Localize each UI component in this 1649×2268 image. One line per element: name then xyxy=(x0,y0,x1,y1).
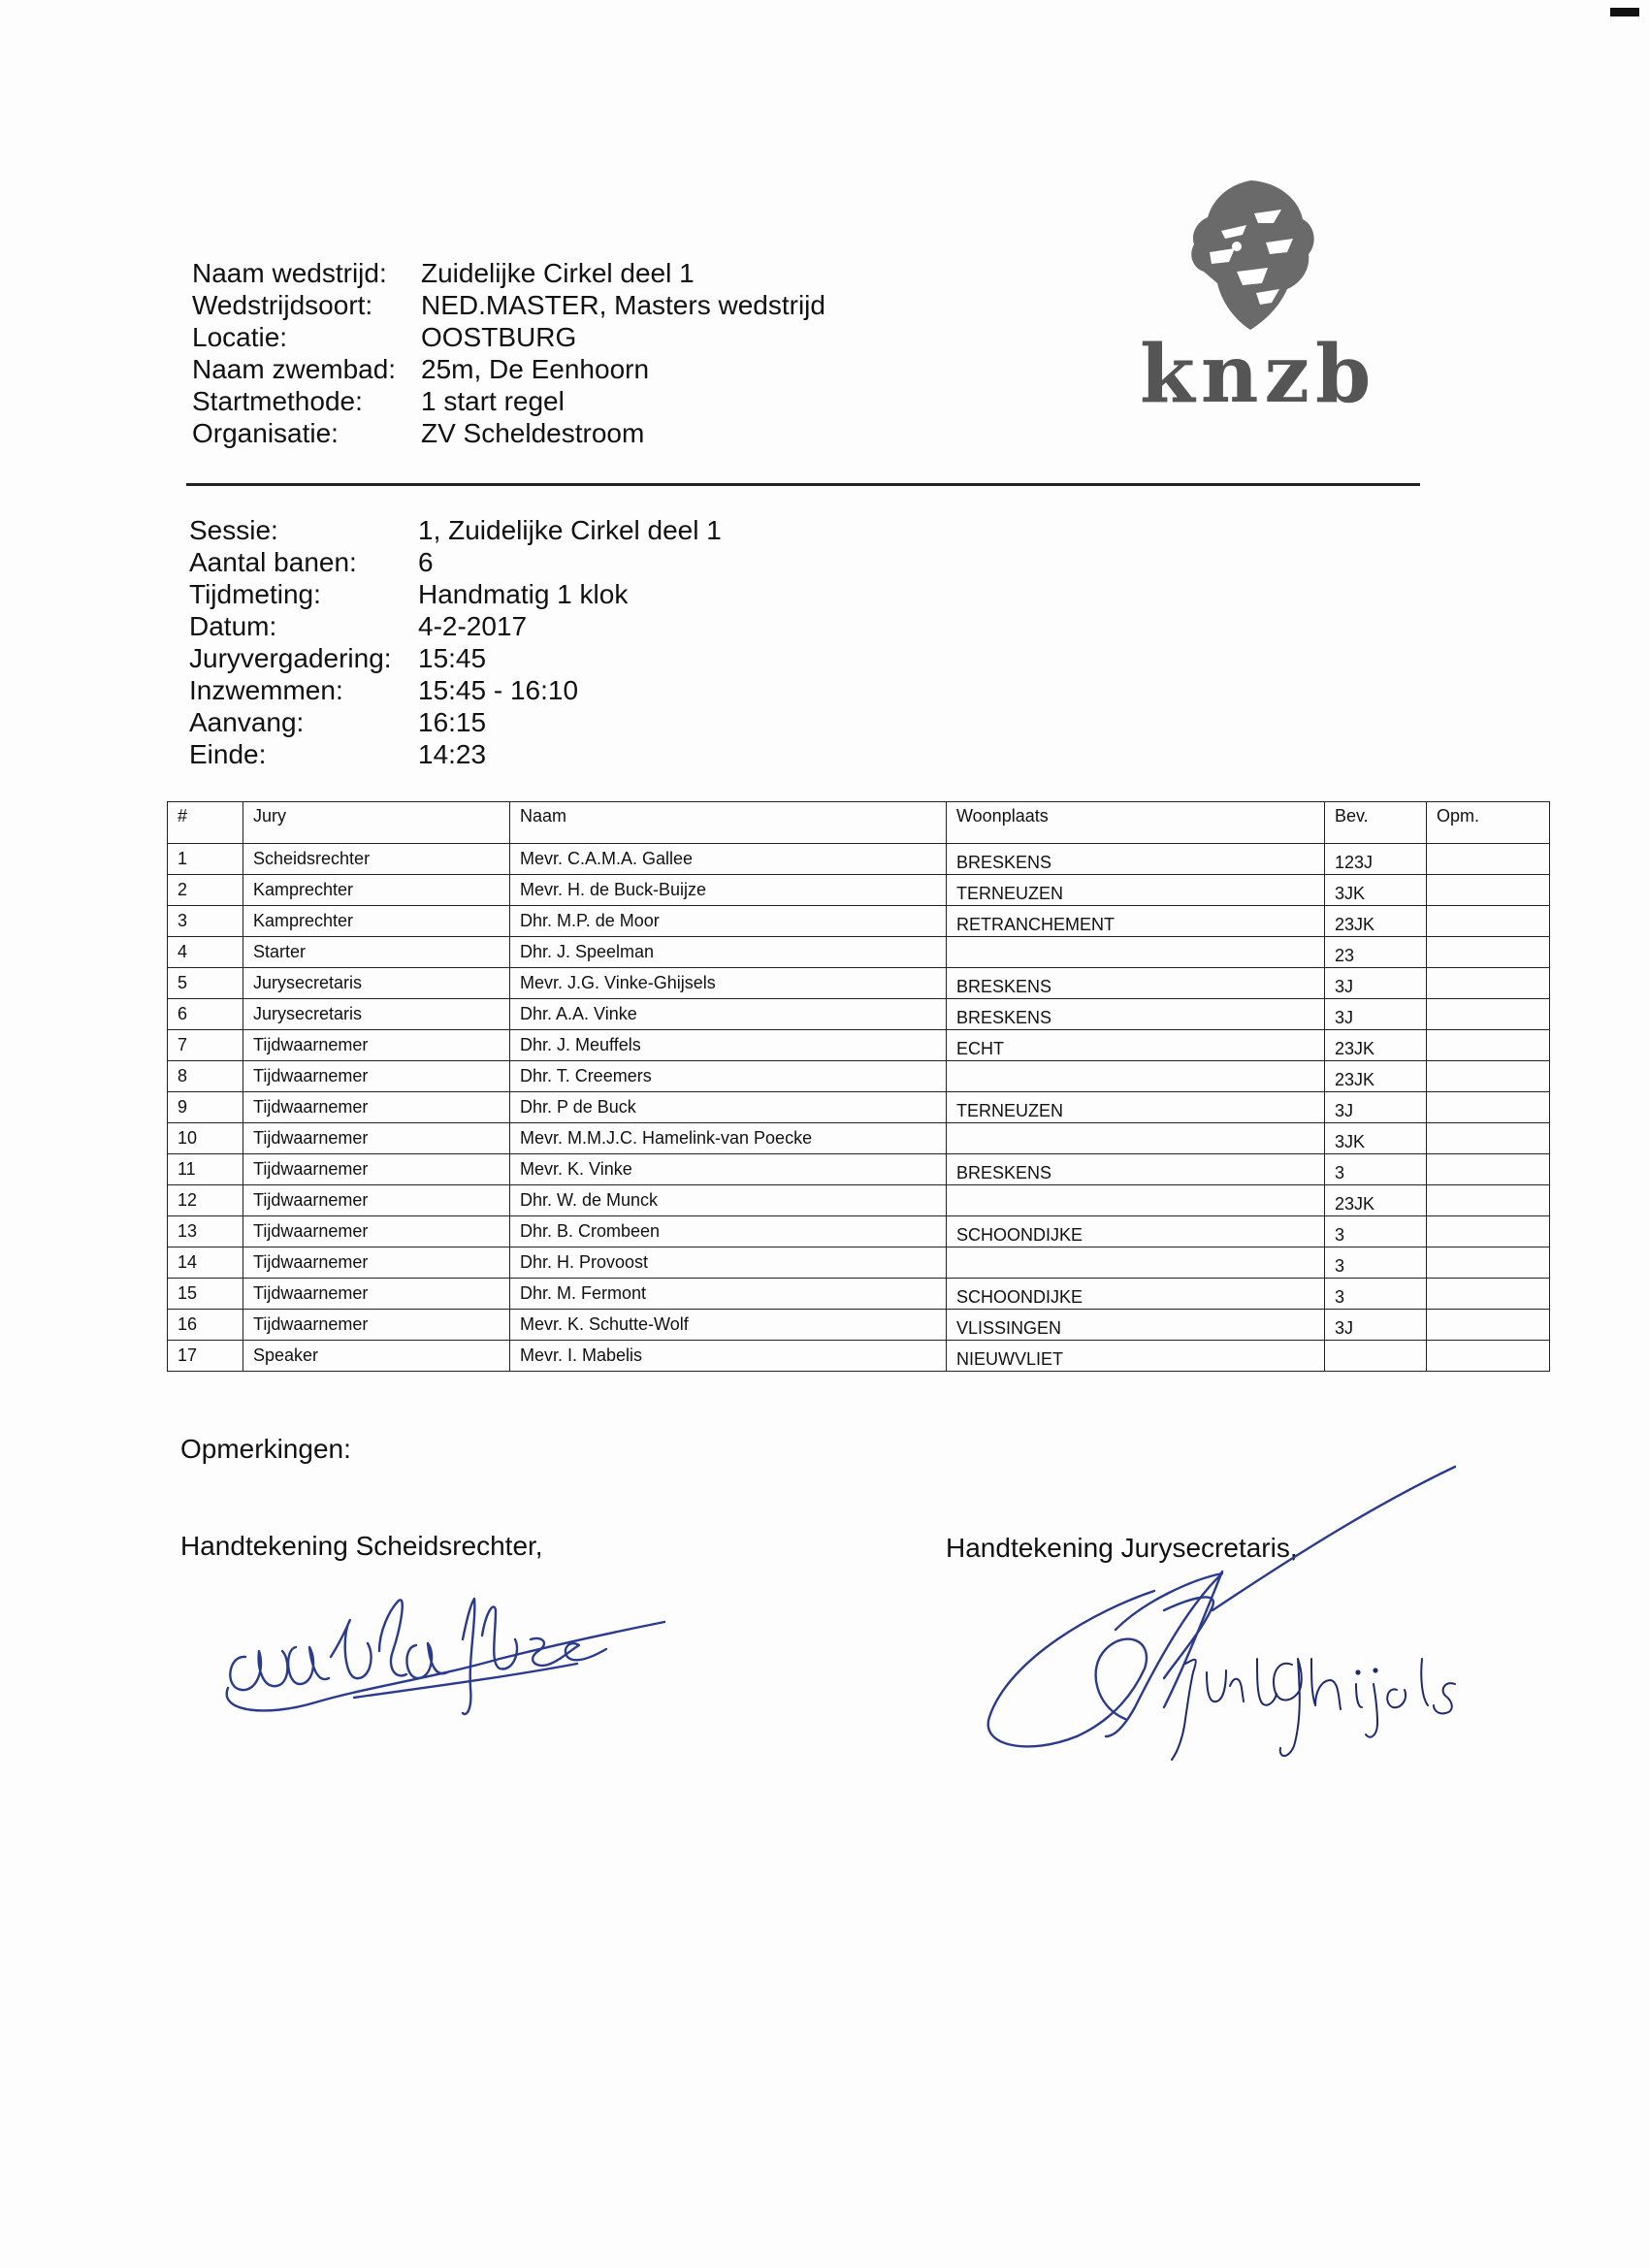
session-label: Sessie: xyxy=(189,515,278,545)
table-row xyxy=(168,1154,1550,1185)
event-label: Locatie: xyxy=(192,322,288,352)
cell-woonplaats: RETRANCHEMENT xyxy=(947,906,1325,937)
cell-woonplaats xyxy=(947,937,1325,968)
table-row xyxy=(168,1279,1550,1310)
col-header-naam: Naam xyxy=(510,802,947,844)
event-label: Naam zwembad: xyxy=(192,354,397,384)
session-label: Einde: xyxy=(189,739,267,769)
cell-opm xyxy=(1427,1030,1550,1061)
cell-bev: 3 xyxy=(1325,1279,1427,1310)
cell-num: 15 xyxy=(168,1279,243,1310)
cell-naam: Mevr. C.A.M.A. Gallee xyxy=(510,844,947,875)
cell-woonplaats: ECHT xyxy=(947,1030,1325,1061)
cell-woonplaats xyxy=(947,1123,1325,1154)
session-value: 4-2-2017 xyxy=(418,611,528,641)
event-label: Startmethode: xyxy=(192,386,363,416)
cell-opm xyxy=(1427,1247,1550,1279)
cell-bev: 23JK xyxy=(1325,1185,1427,1216)
cell-woonplaats: BRESKENS xyxy=(947,1154,1325,1185)
cell-naam: Mevr. I. Mabelis xyxy=(510,1341,947,1372)
cell-woonplaats: SCHOONDIJKE xyxy=(947,1216,1325,1247)
cell-jury: Starter xyxy=(243,937,510,968)
cell-woonplaats: BRESKENS xyxy=(947,968,1325,999)
cell-woonplaats xyxy=(947,1247,1325,1279)
cell-jury: Kamprechter xyxy=(243,906,510,937)
cell-bev: 3J xyxy=(1325,968,1427,999)
cell-num: 8 xyxy=(168,1061,243,1092)
cell-jury: Tijdwaarnemer xyxy=(243,1216,510,1247)
cell-bev: 3J xyxy=(1325,999,1427,1030)
event-value: NED.MASTER, Masters wedstrijd xyxy=(421,290,825,320)
cell-opm xyxy=(1427,1154,1550,1185)
cell-opm xyxy=(1427,1279,1550,1310)
cell-num: 6 xyxy=(168,999,243,1030)
scan-mark xyxy=(1610,8,1639,16)
cell-naam: Dhr. B. Crombeen xyxy=(510,1216,947,1247)
cell-jury: Jurysecretaris xyxy=(243,999,510,1030)
cell-num: 17 xyxy=(168,1341,243,1372)
cell-bev: 3 xyxy=(1325,1216,1427,1247)
cell-bev: 3JK xyxy=(1325,875,1427,906)
cell-jury: Tijdwaarnemer xyxy=(243,1279,510,1310)
cell-jury: Speaker xyxy=(243,1341,510,1372)
cell-woonplaats: SCHOONDIJKE xyxy=(947,1279,1325,1310)
cell-naam: Dhr. J. Meuffels xyxy=(510,1030,947,1061)
cell-woonplaats: BRESKENS xyxy=(947,999,1325,1030)
divider xyxy=(186,483,1420,486)
table-row xyxy=(168,1123,1550,1154)
col-header-num: # xyxy=(168,802,243,844)
cell-bev: 23JK xyxy=(1325,1061,1427,1092)
cell-num: 1 xyxy=(168,844,243,875)
event-label: Naam wedstrijd: xyxy=(192,258,387,288)
col-header-bev: Bev. xyxy=(1325,802,1427,844)
cell-bev: 3 xyxy=(1325,1247,1427,1279)
jury-table xyxy=(167,801,1550,1372)
event-label: Wedstrijdsoort: xyxy=(192,290,373,320)
cell-num: 9 xyxy=(168,1092,243,1123)
table-row xyxy=(168,968,1550,999)
session-row xyxy=(189,578,722,610)
cell-bev: 23 xyxy=(1325,937,1427,968)
table-header-row xyxy=(168,802,1550,844)
session-label: Aanvang: xyxy=(189,707,305,737)
referee-signature-label: Handtekening Scheidsrechter, xyxy=(180,1531,543,1561)
knzb-logo xyxy=(1140,175,1411,427)
session-value: 6 xyxy=(418,547,434,577)
cell-naam: Mevr. H. de Buck-Buijze xyxy=(510,875,947,906)
event-label: Organisatie: xyxy=(192,418,339,448)
session-value: 16:15 xyxy=(418,707,487,737)
cell-naam: Dhr. T. Creemers xyxy=(510,1061,947,1092)
cell-num: 12 xyxy=(168,1185,243,1216)
session-info xyxy=(189,514,722,770)
event-value: 25m, De Eenhoorn xyxy=(421,354,650,384)
cell-naam: Dhr. J. Speelman xyxy=(510,937,947,968)
cell-opm xyxy=(1427,1061,1550,1092)
cell-bev: 3 xyxy=(1325,1154,1427,1185)
cell-jury: Tijdwaarnemer xyxy=(243,1247,510,1279)
event-row xyxy=(192,385,825,417)
event-row xyxy=(192,353,825,385)
session-value: 1, Zuidelijke Cirkel deel 1 xyxy=(418,515,722,545)
secretary-signature-label: Handtekening Jurysecretaris, xyxy=(946,1533,1298,1563)
table-row xyxy=(168,999,1550,1030)
cell-opm xyxy=(1427,875,1550,906)
lion-head-icon xyxy=(1179,175,1324,340)
col-header-woonplaats: Woonplaats xyxy=(947,802,1325,844)
cell-bev: 3J xyxy=(1325,1310,1427,1341)
session-row xyxy=(189,706,722,738)
table-row xyxy=(168,1216,1550,1247)
logo-text: knzb xyxy=(1140,328,1377,421)
table-row xyxy=(168,1341,1550,1372)
table-row xyxy=(168,937,1550,968)
cell-opm xyxy=(1427,906,1550,937)
cell-jury: Tijdwaarnemer xyxy=(243,1092,510,1123)
cell-woonplaats: TERNEUZEN xyxy=(947,875,1325,906)
cell-opm xyxy=(1427,1341,1550,1372)
cell-num: 10 xyxy=(168,1123,243,1154)
referee-signature xyxy=(209,1542,674,1727)
cell-bev: 23JK xyxy=(1325,1030,1427,1061)
cell-naam: Dhr. P de Buck xyxy=(510,1092,947,1123)
cell-opm xyxy=(1427,937,1550,968)
table-row xyxy=(168,1247,1550,1279)
cell-bev: 23JK xyxy=(1325,906,1427,937)
table-row xyxy=(168,906,1550,937)
cell-naam: Dhr. M.P. de Moor xyxy=(510,906,947,937)
col-header-opm: Opm. xyxy=(1427,802,1550,844)
cell-num: 16 xyxy=(168,1310,243,1341)
cell-bev: 3JK xyxy=(1325,1123,1427,1154)
cell-woonplaats: BRESKENS xyxy=(947,844,1325,875)
event-row xyxy=(192,321,825,353)
cell-naam: Dhr. M. Fermont xyxy=(510,1279,947,1310)
cell-jury: Tijdwaarnemer xyxy=(243,1185,510,1216)
col-header-jury: Jury xyxy=(243,802,510,844)
cell-naam: Dhr. H. Provoost xyxy=(510,1247,947,1279)
cell-naam: Dhr. A.A. Vinke xyxy=(510,999,947,1030)
session-row xyxy=(189,546,722,578)
session-label: Tijdmeting: xyxy=(189,579,321,609)
secretary-signature xyxy=(970,1465,1474,1785)
cell-opm xyxy=(1427,1310,1550,1341)
cell-num: 3 xyxy=(168,906,243,937)
session-value: 14:23 xyxy=(418,739,487,769)
session-label: Datum: xyxy=(189,611,277,641)
remarks-label: Opmerkingen: xyxy=(180,1434,351,1464)
session-value: 15:45 - 16:10 xyxy=(418,675,579,705)
cell-bev xyxy=(1325,1341,1427,1372)
cell-num: 2 xyxy=(168,875,243,906)
event-row xyxy=(192,257,825,289)
cell-woonplaats: TERNEUZEN xyxy=(947,1092,1325,1123)
cell-jury: Tijdwaarnemer xyxy=(243,1030,510,1061)
cell-jury: Jurysecretaris xyxy=(243,968,510,999)
session-label: Juryvergadering: xyxy=(189,643,392,673)
jury-table-body xyxy=(168,844,1550,1372)
cell-jury: Tijdwaarnemer xyxy=(243,1123,510,1154)
cell-num: 11 xyxy=(168,1154,243,1185)
cell-bev: 3J xyxy=(1325,1092,1427,1123)
event-info xyxy=(192,257,825,449)
cell-opm xyxy=(1427,1123,1550,1154)
cell-naam: Dhr. W. de Munck xyxy=(510,1185,947,1216)
session-label: Inzwemmen: xyxy=(189,675,343,705)
cell-num: 5 xyxy=(168,968,243,999)
event-row xyxy=(192,289,825,321)
cell-opm xyxy=(1427,844,1550,875)
cell-opm xyxy=(1427,968,1550,999)
cell-num: 13 xyxy=(168,1216,243,1247)
cell-bev: 123J xyxy=(1325,844,1427,875)
cell-woonplaats xyxy=(947,1185,1325,1216)
session-row xyxy=(189,674,722,706)
cell-woonplaats xyxy=(947,1061,1325,1092)
table-row xyxy=(168,1030,1550,1061)
cell-jury: Kamprechter xyxy=(243,875,510,906)
session-row xyxy=(189,514,722,546)
session-label: Aantal banen: xyxy=(189,547,357,577)
table-row xyxy=(168,844,1550,875)
cell-naam: Mevr. J.G. Vinke-Ghijsels xyxy=(510,968,947,999)
cell-opm xyxy=(1427,1092,1550,1123)
event-row xyxy=(192,417,825,449)
cell-opm xyxy=(1427,1185,1550,1216)
cell-jury: Tijdwaarnemer xyxy=(243,1154,510,1185)
cell-naam: Mevr. K. Vinke xyxy=(510,1154,947,1185)
cell-num: 4 xyxy=(168,937,243,968)
cell-woonplaats: NIEUWVLIET xyxy=(947,1341,1325,1372)
session-row xyxy=(189,642,722,674)
cell-woonplaats: VLISSINGEN xyxy=(947,1310,1325,1341)
event-value: 1 start regel xyxy=(421,386,565,416)
event-value: OOSTBURG xyxy=(421,322,577,352)
session-value: 15:45 xyxy=(418,643,487,673)
event-value: ZV Scheldestroom xyxy=(421,418,645,448)
event-value: Zuidelijke Cirkel deel 1 xyxy=(421,258,695,288)
table-row xyxy=(168,1310,1550,1341)
cell-num: 7 xyxy=(168,1030,243,1061)
session-value: Handmatig 1 klok xyxy=(418,579,629,609)
cell-naam: Mevr. M.M.J.C. Hamelink-van Poecke xyxy=(510,1123,947,1154)
cell-naam: Mevr. K. Schutte-Wolf xyxy=(510,1310,947,1341)
cell-opm xyxy=(1427,999,1550,1030)
cell-num: 14 xyxy=(168,1247,243,1279)
table-row xyxy=(168,1061,1550,1092)
cell-opm xyxy=(1427,1216,1550,1247)
table-row xyxy=(168,1185,1550,1216)
session-row xyxy=(189,610,722,642)
table-row xyxy=(168,1092,1550,1123)
table-row xyxy=(168,875,1550,906)
cell-jury: Tijdwaarnemer xyxy=(243,1310,510,1341)
session-row xyxy=(189,738,722,770)
cell-jury: Tijdwaarnemer xyxy=(243,1061,510,1092)
cell-jury: Scheidsrechter xyxy=(243,844,510,875)
